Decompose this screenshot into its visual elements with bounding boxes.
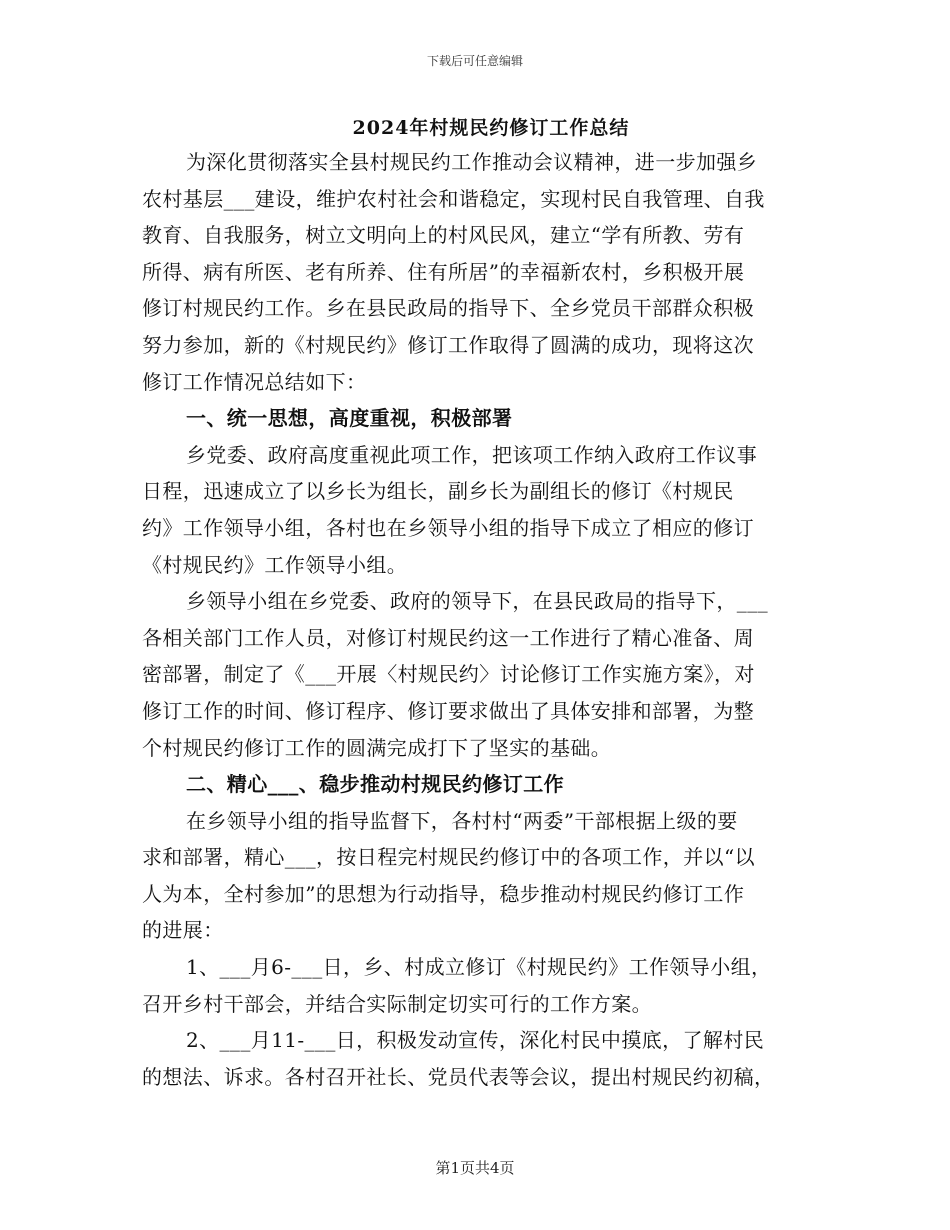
paragraph-line: 各相关部门工作人员，对修订村规民约这一工作进行了精心准备、周	[142, 625, 754, 650]
paragraph-line: 求和部署，精心___，按日程完村规民约修订中的各项工作，并以“以	[142, 845, 756, 870]
paragraph-line: 约》工作领导小组，各村也在乡领导小组的指导下成立了相应的修订	[142, 515, 754, 540]
section-heading: 一、统一思想，高度重视，积极部署	[186, 406, 513, 431]
paragraph-line: 修订工作的时间、修订程序、修订要求做出了具体安排和部署，为整	[142, 698, 754, 723]
paragraph-line: 日程，迅速成立了以乡长为组长，副乡长为副组长的修订《村规民	[142, 479, 734, 504]
paragraph-line: 乡领导小组在乡党委、政府的领导下，在县民政局的指导下，___	[186, 589, 768, 614]
paragraph-line: 修订工作情况总结如下：	[142, 369, 367, 394]
paragraph-line: 密部署，制定了《___开展〈村规民约〉讨论修订工作实施方案》，对	[142, 662, 755, 687]
paragraph-line: 乡党委、政府高度重视此项工作，把该项工作纳入政府工作议事	[186, 442, 758, 467]
paragraph-line: 教育、自我服务，树立文明向上的村风民风，建立“学有所教、劳有	[142, 223, 745, 248]
paragraph-line: 为深化贯彻落实全县村规民约工作推动会议精神，进一步加强乡	[186, 150, 758, 174]
paragraph-line: 努力参加，新的《村规民约》修订工作取得了圆满的成功，现将这次	[142, 332, 754, 357]
paragraph-line: 所得、病有所医、老有所养、住有所居”的幸福新农村，乡积极开展	[142, 259, 745, 284]
paragraph-line: 个村规民约修订工作的圆满完成打下了坚实的基础。	[142, 735, 612, 760]
paragraph-line: 的想法、诉求。各村召开社长、党员代表等会议，提出村规民约初稿，	[142, 1064, 775, 1089]
paragraph-line: 农村基层___建设，维护农村社会和谐稳定，实现村民自我管理、自我	[142, 186, 765, 211]
paragraph-line: 在乡领导小组的指导监督下，各村村“两委”干部根据上级的要	[186, 808, 738, 833]
document-body	[142, 112, 810, 1095]
paragraph-line: 修订村规民约工作。乡在县民政局的指导下、全乡党员干部群众积极	[142, 296, 754, 321]
document-title: 2024年村规民约修订工作总结	[352, 117, 630, 139]
paragraph-line: 1、___月6-___日，乡、村成立修订《村规民约》工作领导小组，	[186, 955, 772, 980]
paragraph-line: 《村规民约》工作领导小组。	[142, 552, 408, 577]
paragraph-line: 的进展：	[142, 918, 224, 943]
paragraph-line: 2、___月11-___日，积极发动宣传，深化村民中摸底，了解村民	[186, 1028, 765, 1053]
section-heading: 二、精心___、稳步推动村规民约修订工作	[186, 772, 564, 797]
paragraph-line: 人为本，全村参加”的思想为行动指导，稳步推动村规民约修订工作	[142, 881, 745, 906]
page-number: 第1页共4页	[435, 1159, 515, 1177]
page-header-note: 下载后可任意编辑	[426, 54, 523, 68]
paragraph-line: 召开乡村干部会，并结合实际制定切实可行的工作方案。	[142, 991, 652, 1016]
